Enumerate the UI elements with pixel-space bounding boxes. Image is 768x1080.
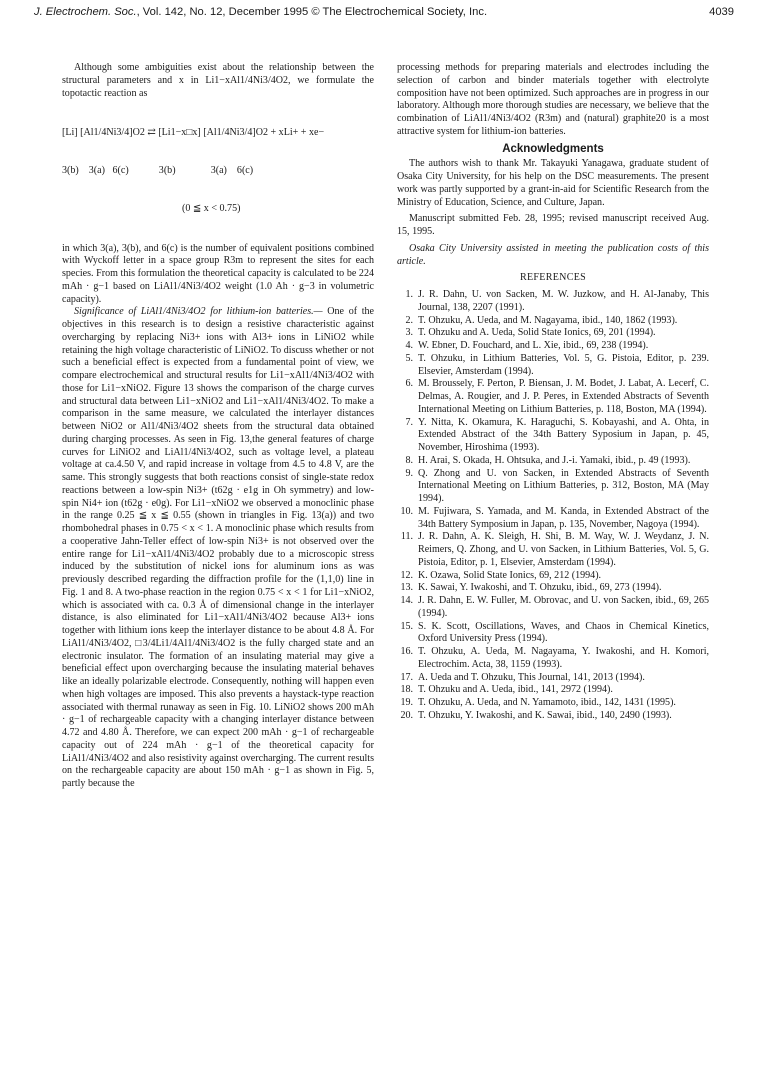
reference-text: K. Sawai, Y. Iwakoshi, and T. Ohzuku, ibid., 69, 273 (1994).: [418, 582, 662, 594]
reference-item: [397, 417, 709, 455]
reference-number: 4.: [405, 340, 413, 351]
equation-range: (0 ≦ x < 0.75): [182, 203, 241, 215]
reference-text: T. Ohzuku, in Lithium Batteries, Vol. 5, G. Pistoia, Editor, p. 239. Elsevier, Amsterdam (1994).: [418, 352, 709, 377]
reference-number: 8.: [405, 454, 413, 466]
reference-item: [397, 315, 709, 328]
reference-item: [397, 672, 709, 685]
equation-site-labels: 3(b) 3(a) 6(c) 3(b) 3(a) 6(c): [62, 165, 254, 176]
reference-text: J. R. Dahn, E. W. Fuller, M. Obrovac, and U. von Sacken, ibid., 69, 265 (1994).: [418, 595, 709, 619]
reference-number: 15.: [400, 620, 413, 632]
acknowledgments-heading: Acknowledgments: [502, 142, 604, 155]
reference-text: K. Ozawa, Solid State Ionics, 69, 212 (1994).: [418, 569, 602, 581]
reference-text: M. Fujiwara, S. Yamada, and M. Kanda, in Extended Abstract of the 34th Battery Symposium in Japan, p. 135, November, Nagoya (1994).: [418, 505, 709, 530]
reference-text: W. Ebner, D. Fouchard, and L. Xie, ibid., 69, 238 (1994).: [418, 340, 649, 351]
manuscript-note: Manuscript submitted Feb. 28, 1995; revised manuscript received Aug. 15, 1995.: [397, 213, 709, 237]
right-column: [397, 62, 709, 723]
reference-item: [397, 697, 709, 710]
paragraph-significance: [62, 306, 374, 791]
reference-item: [397, 710, 709, 723]
paragraph-topotactic-intro: Although some ambiguities exist about the relationship between the structural parameters and x in Li1−xAl1/4Ni3/4O2, we formulate the topotactic reaction as: [62, 62, 374, 99]
significance-heading: Significance of LiAl1/4Ni3/4O2 for lithium-ion batteries.—: [74, 306, 323, 318]
reference-item: [397, 353, 709, 379]
reference-number: 12.: [400, 569, 413, 581]
left-column: [62, 62, 374, 791]
reference-item: [397, 646, 709, 672]
reference-text: M. Broussely, F. Perton, P. Biensan, J. M. Bodet, J. Labat, A. Lecerf, C. Delmas, A. Rougier, and J. P. Peres, in Extended Abstracts of Seventh International Meeting on Lithium Batteries, p. 118, Boston, MA (1994).: [418, 378, 709, 415]
page-number: 4039: [709, 6, 734, 18]
significance-body: One of the objectives in this research is to design a resistive characteristic against overcharging by replacing Ni3+ ions with Al3+ ions in LiNiO2 while retaining the high voltage characteristic of LiNiO2. To discuss whether or not such a beneficial effect is expected from a fundamental point of view, we compare electrochemical and structural results for Li1−xAl1/4Ni3/4O2 with those for Li1−xNiO2. Figure 13 shows the comparison of the charge curves and structural data between Li1−xNiO2 and Li1−xAl1/4Ni3/4O2. To make a comparison in the same measure, we calculated the interlayer distances between NiO2 or Al1/4Ni3/4O2 sheets from the structural data obtained during charging processes. As seen in Fig. 13,the general features of charge curves for LiNiO2 and LiAl1/4Ni3/4O2, such as voltage level, a plateau voltage at ca.4.50 V, and rapid increase in voltage from 4.5 to 4.8 V, are the same. This strongly suggests that both reactions consist of single-state redox reactions between a low-spin Ni3+ (t62g · e1g in Oh symmetry) and low-spin Ni4+ ion (t62g · e0g). For Li1−xNiO2 we observed a monoclinic phase in the range 0.25 ≦ x ≦ 0.55 (shown in triangles in Fig. 13(a)) and two rhombohedral phases in 0.75 < x < 1. A monoclinic phase which results from a cooperative Jahn-Teller effect of low-spin Ni3+ is not observed over the entire range for Li1−xAl1/4Ni3/4O2 probably due to a microscopic stress induced by the substitution of nickel ions for aluminum ions as was previously described regarding the diffraction profile for the (1,1,0) line in Fig. 1 and 8. A two-phase reaction in the region 0.75 < x < 1 for Li1−xNiO2, which is associated with ca. 0.3 Å of dimensional change in the interlayer distance, is also eliminated for Li1−xAl1/4Ni3/4O2 because Al3+ ions together with lithium ions keep the interlayer distance to be about 4.8 Å. For LiAl1/4Ni3/4O2, □3/4Li1/4Al1/4Ni3/4O2 is the fully charged state and an electronic insulator. The formation of an insulating material may give a beneficial effect upon overcharging because the insulating material behaves like an ideally polarizable electrode. Consequently, nothing will happen even when high voltages are imposed. This also prevents a haystack-type reaction associated with thermal runaway as seen in Fig. 10. LiNiO2 shows 200 mAh · g−1 of rechargeable capacity with a changing interlayer distance between 4.72 and 4.80 Å. Therefore, we can expect 200 mAh · g−1 of rechargeable capacity out of 224 mAh · g−1 of the theoretical capacity for LiAl1/4Ni3/4O2 and also resistivity against overcharging. The current results on the rechargeable capacity are about 150 mAh · g−1 as shown in Fig. 5, partly because the: [62, 306, 375, 789]
paragraph-processing: processing methods for preparing materials and electrodes including the selection of carbon and binder materials together with electrolyte composition have not been optimized. Such approaches are in progress in our laboratory. Although more thorough studies are necessary, we believe that the combination of LiAl1/4Ni3/4O2 (R3m) and (natural) graphite20 is a most attractive system for lithium-ion batteries.: [397, 62, 709, 137]
reference-text: T. Ohzuku, Y. Iwakoshi, and K. Sawai, ibid., 140, 2490 (1993).: [418, 709, 672, 721]
reference-item: [397, 531, 709, 569]
reference-number: 13.: [400, 582, 413, 594]
reference-number: 9.: [405, 467, 413, 479]
reference-item: [397, 340, 709, 353]
reference-item: [397, 455, 709, 468]
reference-text: T. Ohzuku, A. Ueda, and N. Yamamoto, ibid., 142, 1431 (1995).: [418, 697, 676, 708]
reference-item: [397, 378, 709, 416]
reference-item: [397, 684, 709, 697]
reference-number: 11.: [400, 531, 413, 543]
reference-number: 14.: [400, 595, 413, 606]
reference-number: 10.: [400, 505, 413, 517]
reference-number: 18.: [400, 684, 413, 696]
references-heading: REFERENCES: [519, 272, 587, 284]
reference-number: 2.: [405, 314, 413, 326]
reference-text: T. Ohzuku and A. Ueda, Solid State Ionics, 69, 201 (1994).: [418, 327, 656, 339]
reference-text: T. Ohzuku, A. Ueda, and M. Nagayama, ibid., 140, 1862 (1993).: [418, 314, 678, 326]
reference-item: [397, 582, 709, 595]
reference-number: 16.: [400, 646, 413, 657]
page-header: [34, 6, 734, 26]
reference-item: [397, 468, 709, 506]
reference-number: 6.: [405, 378, 413, 390]
reference-text: J. R. Dahn, U. von Sacken, M. W. Juzkow, and H. Al-Janaby, This Journal, 138, 2207 (1991).: [418, 289, 709, 313]
reference-text: T. Ohzuku and A. Ueda, ibid., 141, 2972 (1994).: [418, 684, 613, 696]
reference-item: [397, 621, 709, 647]
reference-item: [397, 595, 709, 621]
reference-number: 1.: [405, 289, 413, 300]
paragraph-wyckoff: in which 3(a), 3(b), and 6(c) is the number of equivalent positions combined with Wyckoff letter in a space group R3m to represent the sites for each species. From this formulation the theoretical capacity is calculated to be 224 mAh · g−1 based on LiAl1/4Ni3/4O2 weight (1.0 Ah · g−3 in volumetric capacity).: [62, 242, 374, 305]
journal-name: J. Electrochem. Soc.: [34, 6, 137, 18]
reference-number: 7.: [405, 416, 413, 428]
publication-note: Osaka City University assisted in meeting the publication costs of this article.: [397, 242, 709, 267]
reaction-equation: [62, 101, 374, 241]
reference-number: 19.: [400, 697, 413, 708]
equation-line: [Li] [Al1/4Ni3/4]O2 ⇄ [Li1−x□x] [Al1/4Ni3/4]O2 + xLi+ + xe−: [62, 126, 325, 138]
reference-text: J. R. Dahn, A. K. Sleigh, H. Shi, B. M. Way, W. J. Weydanz, J. N. Reimers, Q. Zhong, and U. von Sacken, in Lithium Batteries, Vol. 5, G. Pistoia, Editor, p. 1, Elsevier, Amsterdam (1994).: [418, 531, 709, 568]
reference-list: [397, 289, 709, 723]
reference-number: 20.: [400, 709, 413, 721]
reference-item: [397, 570, 709, 583]
reference-text: Y. Nitta, K. Okamura, K. Haraguchi, S. Kobayashi, and A. Ohta, in Extended Abstract of the 34th Battery Syposium in Japan, p. 45, November, Hiroshima (1993).: [418, 416, 709, 453]
reference-number: 3.: [405, 327, 413, 339]
reference-text: H. Arai, S. Okada, H. Ohtsuka, and J.-i. Yamaki, ibid., p. 49 (1993).: [418, 454, 691, 466]
reference-text: Q. Zhong and U. von Sacken, in Extended Abstracts of Seventh International Meeting on Lithium Batteries, p. 312, Boston, MA (May 1994).: [418, 467, 709, 504]
volume-info: , Vol. 142, No. 12, December 1995 © The Electrochemical Society, Inc.: [136, 6, 488, 18]
reference-item: [397, 289, 709, 315]
reference-text: A. Ueda and T. Ohzuku, This Journal, 141, 2013 (1994).: [418, 671, 645, 683]
reference-text: T. Ohzuku, A. Ueda, M. Nagayama, Y. Iwakoshi, and H. Komori, Electrochim. Acta, 38, 1159 (1993).: [418, 646, 709, 670]
acknowledgments-text: The authors wish to thank Mr. Takayuki Yanagawa, graduate student of Osaka City University, for his help on the DSC measurements. The present work was partly supported by a grant-in-aid for Scientific Research from the Ministry of Education, Science, and Culture, Japan.: [397, 158, 709, 208]
reference-item: [397, 327, 709, 340]
journal-citation: [34, 6, 487, 18]
reference-item: [397, 506, 709, 532]
reference-number: 5.: [405, 352, 413, 364]
reference-text: S. K. Scott, Oscillations, Waves, and Chaos in Chemical Kinetics, Oxford University Press (1994).: [418, 620, 709, 645]
reference-number: 17.: [400, 671, 413, 683]
